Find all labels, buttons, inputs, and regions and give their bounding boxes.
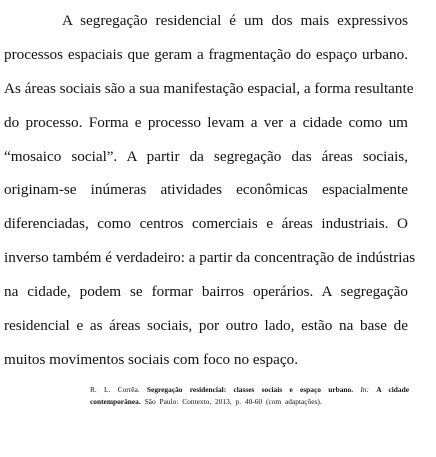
paragraph-line: A segregação residencial é um dos mais expressivos [62, 12, 408, 29]
paragraph-line: muitos movimentos sociais com foco no espaço. [4, 350, 298, 368]
citation-in-label: In: [360, 385, 369, 394]
citation-author: R. L. Corrêa. [90, 385, 140, 394]
paragraph-line: do processo. Forma e processo levam a ver a cidade como um [4, 113, 408, 131]
citation-details: São Paulo: Contexto, 2013, p. 40-60 (com adaptações). [144, 397, 322, 406]
paragraph-line: As áreas sociais são a sua manifestação espacial, a forma resultante [4, 79, 414, 97]
main-paragraph [4, 4, 416, 377]
paragraph-line: inverso também é verdadeiro: a partir da concentração de indústrias [4, 249, 416, 267]
paragraph-line: originam-se inúmeras atividades econômicas espacialmente [4, 181, 408, 199]
citation-line [90, 384, 409, 396]
paragraph-line: residencial e as áreas sociais, por outro lado, estão na base de [4, 317, 408, 335]
citation-title: Segregação residencial: classes sociais e espaço urbano. [146, 385, 354, 394]
citation-line [90, 396, 409, 408]
paragraph-line: diferenciadas, como centros comerciais e áreas industriais. O [4, 215, 408, 233]
paragraph-line: na cidade, podem se formar bairros operários. A segregação [4, 283, 408, 301]
paragraph-line: processos espaciais que geram a fragmentação do espaço urbano. [4, 45, 408, 63]
paragraph-line: “mosaico social”. A partir da segregação das áreas sociais, [4, 147, 408, 165]
citation [90, 384, 409, 408]
citation-book-part1: A cidade [376, 385, 409, 394]
citation-book-part2: contemporânea. [90, 397, 141, 406]
